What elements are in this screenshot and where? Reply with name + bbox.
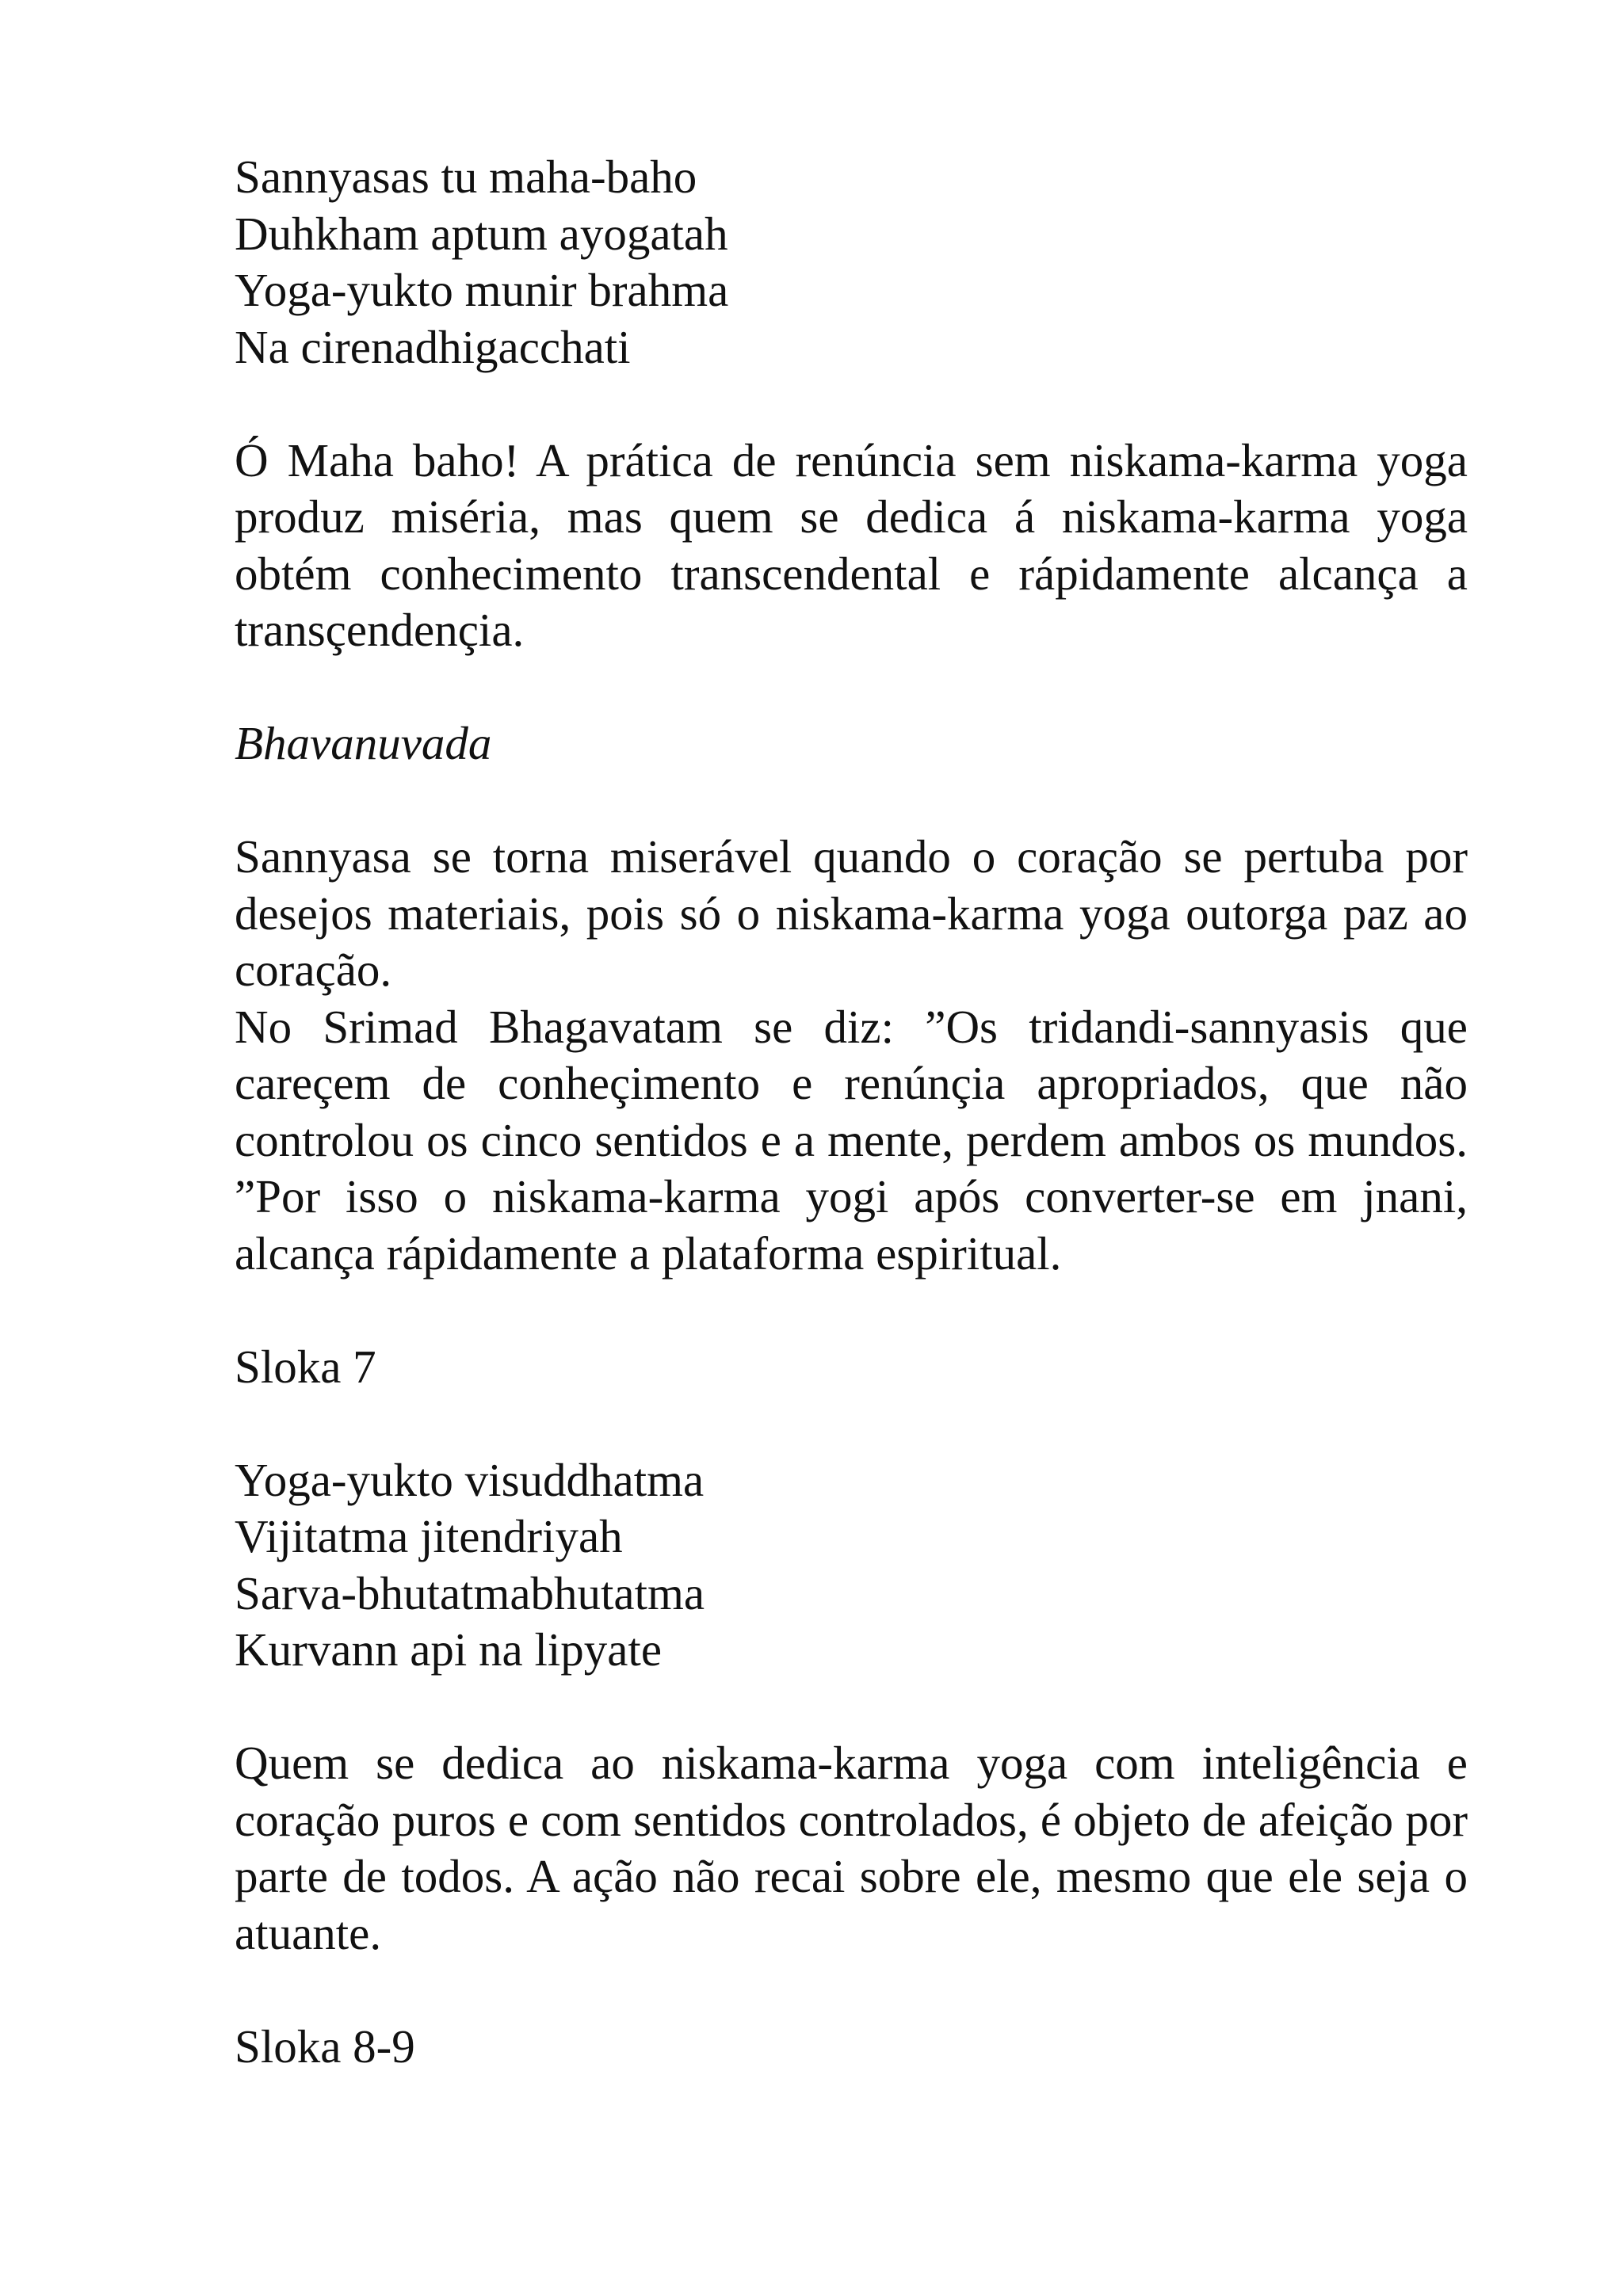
verse-line: Sarva-bhutatmabhutatma — [235, 1566, 705, 1619]
verse-sloka-7 — [235, 1452, 1468, 1679]
bhavanuvada-title: Bhavanuvada — [235, 717, 492, 769]
verse-line: Yoga-yukto munir brahma — [235, 264, 729, 316]
verse-sloka-6 — [235, 149, 1468, 376]
bhavanuvada-paragraph: No Srimad Bhagavatam se diz: ”Os tridandi-sannyasis que careçem de conheçimento e renúnçia apropriados, que não controlou os cinco sentidos e a mente, perdem ambos os mundos. ”Por isso o niskama-karma yogi após converter-se em jnani, alcança rápidamente a plataforma espiritual. — [235, 1000, 1468, 1280]
bhavanuvada-paragraph: Sannyasa se torna miserável quando o coração se pertuba por desejos materiais, pois só o niskama-karma yoga outorga paz ao coração. — [235, 830, 1468, 996]
verse-line: Duhkham aptum ayogatah — [235, 207, 728, 260]
verse-line: Kurvann api na lipyate — [235, 1623, 663, 1676]
verse-line: Yoga-yukto visuddhatma — [235, 1453, 705, 1506]
sloka-7-heading: Sloka 7 — [235, 1340, 376, 1393]
verse-line: Vijitatma jitendriyah — [235, 1510, 623, 1562]
sloka-8-9-heading: Sloka 8-9 — [235, 2019, 415, 2073]
verse-line: Na cirenadhigacchati — [235, 320, 631, 373]
translation-sloka-7: Quem se dedica ao niskama-karma yoga com inteligência e coração puros e com sentidos controlados, é objeto de afeição por parte de todos. A ação não recai sobre ele, mesmo que ele seja o atuante. — [235, 1737, 1468, 1959]
verse-line: Sannyasas tu maha-baho — [235, 151, 697, 203]
translation-sloka-6: Ó Maha baho! A prática de renúncia sem niskama-karma yoga produz miséria, mas quem se dedica á niskama-karma yoga obtém conhecimento transcendental e rápidamente alcança a transçendençia. — [235, 433, 1468, 656]
document-page — [235, 149, 1468, 2132]
